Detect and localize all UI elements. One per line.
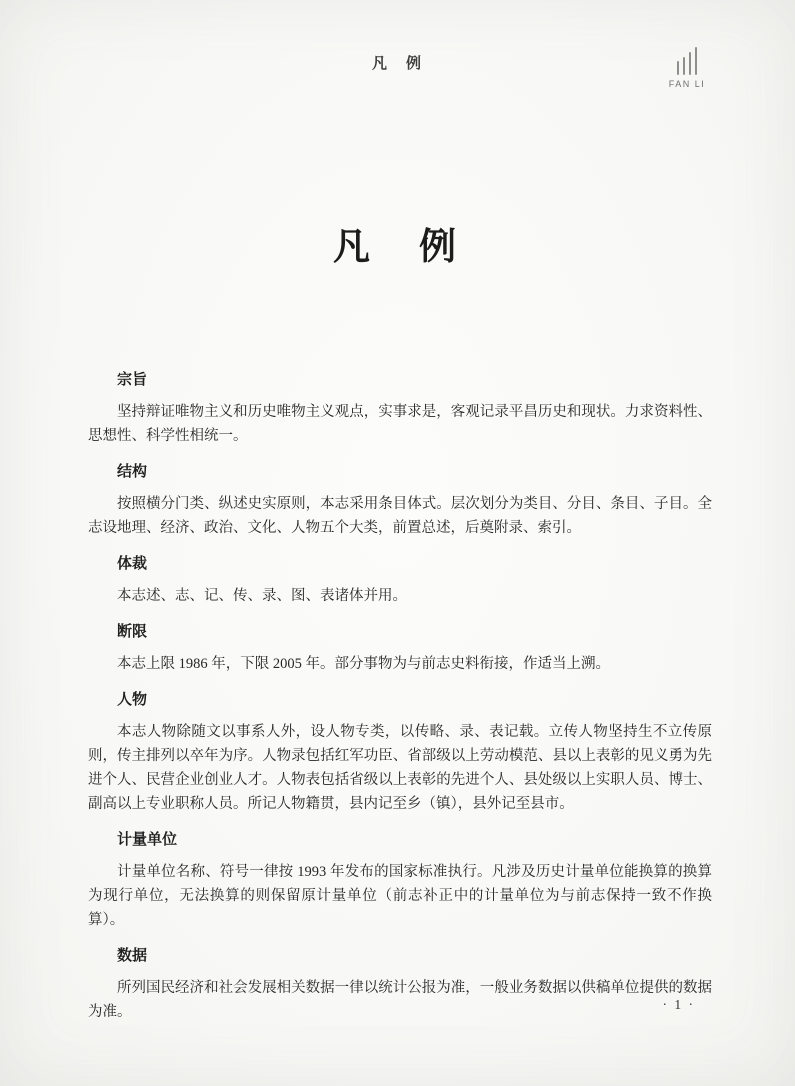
section-paragraph: 坚持辩证唯物主义和历史唯物主义观点，实事求是，客观记录平昌历史和现状。力求资料性、思想性、科学性相统一。 bbox=[88, 404, 712, 444]
section-heading: 结构 bbox=[117, 463, 148, 480]
page-number: · 1 · bbox=[662, 997, 695, 1012]
section-zongzhi bbox=[88, 368, 712, 448]
section-ticai bbox=[88, 552, 712, 608]
section-jiliangdanwei bbox=[88, 828, 712, 932]
section-jiegou bbox=[88, 460, 712, 540]
running-header-title: 凡 例 bbox=[371, 56, 423, 72]
section-paragraph: 本志人物除随文以事系人外，设人物专类，以传略、录、表记载。立传人物坚持生不立传原则，传主排列以卒年为序。人物录包括红军功臣、省部级以上劳动模范、县以上表彰的见义勇为先进个人、民营企业创业人才。人物表包括省级以上表彰的先进个人、县处级以上实职人员、博士、副高以上专业职称人员。所记人物籍贯，县内记至乡（镇），县外记至县市。 bbox=[88, 724, 712, 812]
logo-bars-icon bbox=[665, 46, 709, 75]
fanli-logo bbox=[665, 46, 709, 89]
section-paragraph: 按照横分门类、纵述史实原则，本志采用条目体式。层次划分为类目、分目、条目、子目。全志设地理、经济、政治、文化、人物五个大类，前置总述，后奠附录、索引。 bbox=[88, 496, 712, 536]
logo-text: FAN LI bbox=[668, 79, 706, 89]
section-heading: 计量单位 bbox=[117, 831, 178, 848]
section-paragraph: 本志述、志、记、传、录、图、表诸体并用。 bbox=[117, 588, 407, 604]
page-title: 凡 例 bbox=[333, 227, 462, 268]
section-heading: 断限 bbox=[117, 623, 148, 640]
section-heading: 人物 bbox=[117, 691, 148, 708]
section-renwu bbox=[88, 688, 712, 816]
section-heading: 体裁 bbox=[117, 555, 148, 572]
section-paragraph: 计量单位名称、符号一律按 1993 年发布的国家标准执行。凡涉及历史计量单位能换算的换算为现行单位，无法换算的则保留原计量单位（前志补正中的计量单位为与前志保持一致不作换算）。 bbox=[88, 864, 712, 928]
section-paragraph: 本志上限 1986 年，下限 2005 年。部分事物为与前志史料衔接，作适当上溯。 bbox=[117, 656, 610, 672]
section-shuju bbox=[88, 944, 712, 1024]
section-duanxian bbox=[88, 620, 712, 676]
content-column bbox=[88, 368, 712, 1024]
section-paragraph: 所列国民经济和社会发展相关数据一律以统计公报为准，一般业务数据以供稿单位提供的数据为准。 bbox=[88, 980, 712, 1020]
section-heading: 宗旨 bbox=[117, 371, 148, 388]
section-heading: 数据 bbox=[117, 947, 148, 964]
